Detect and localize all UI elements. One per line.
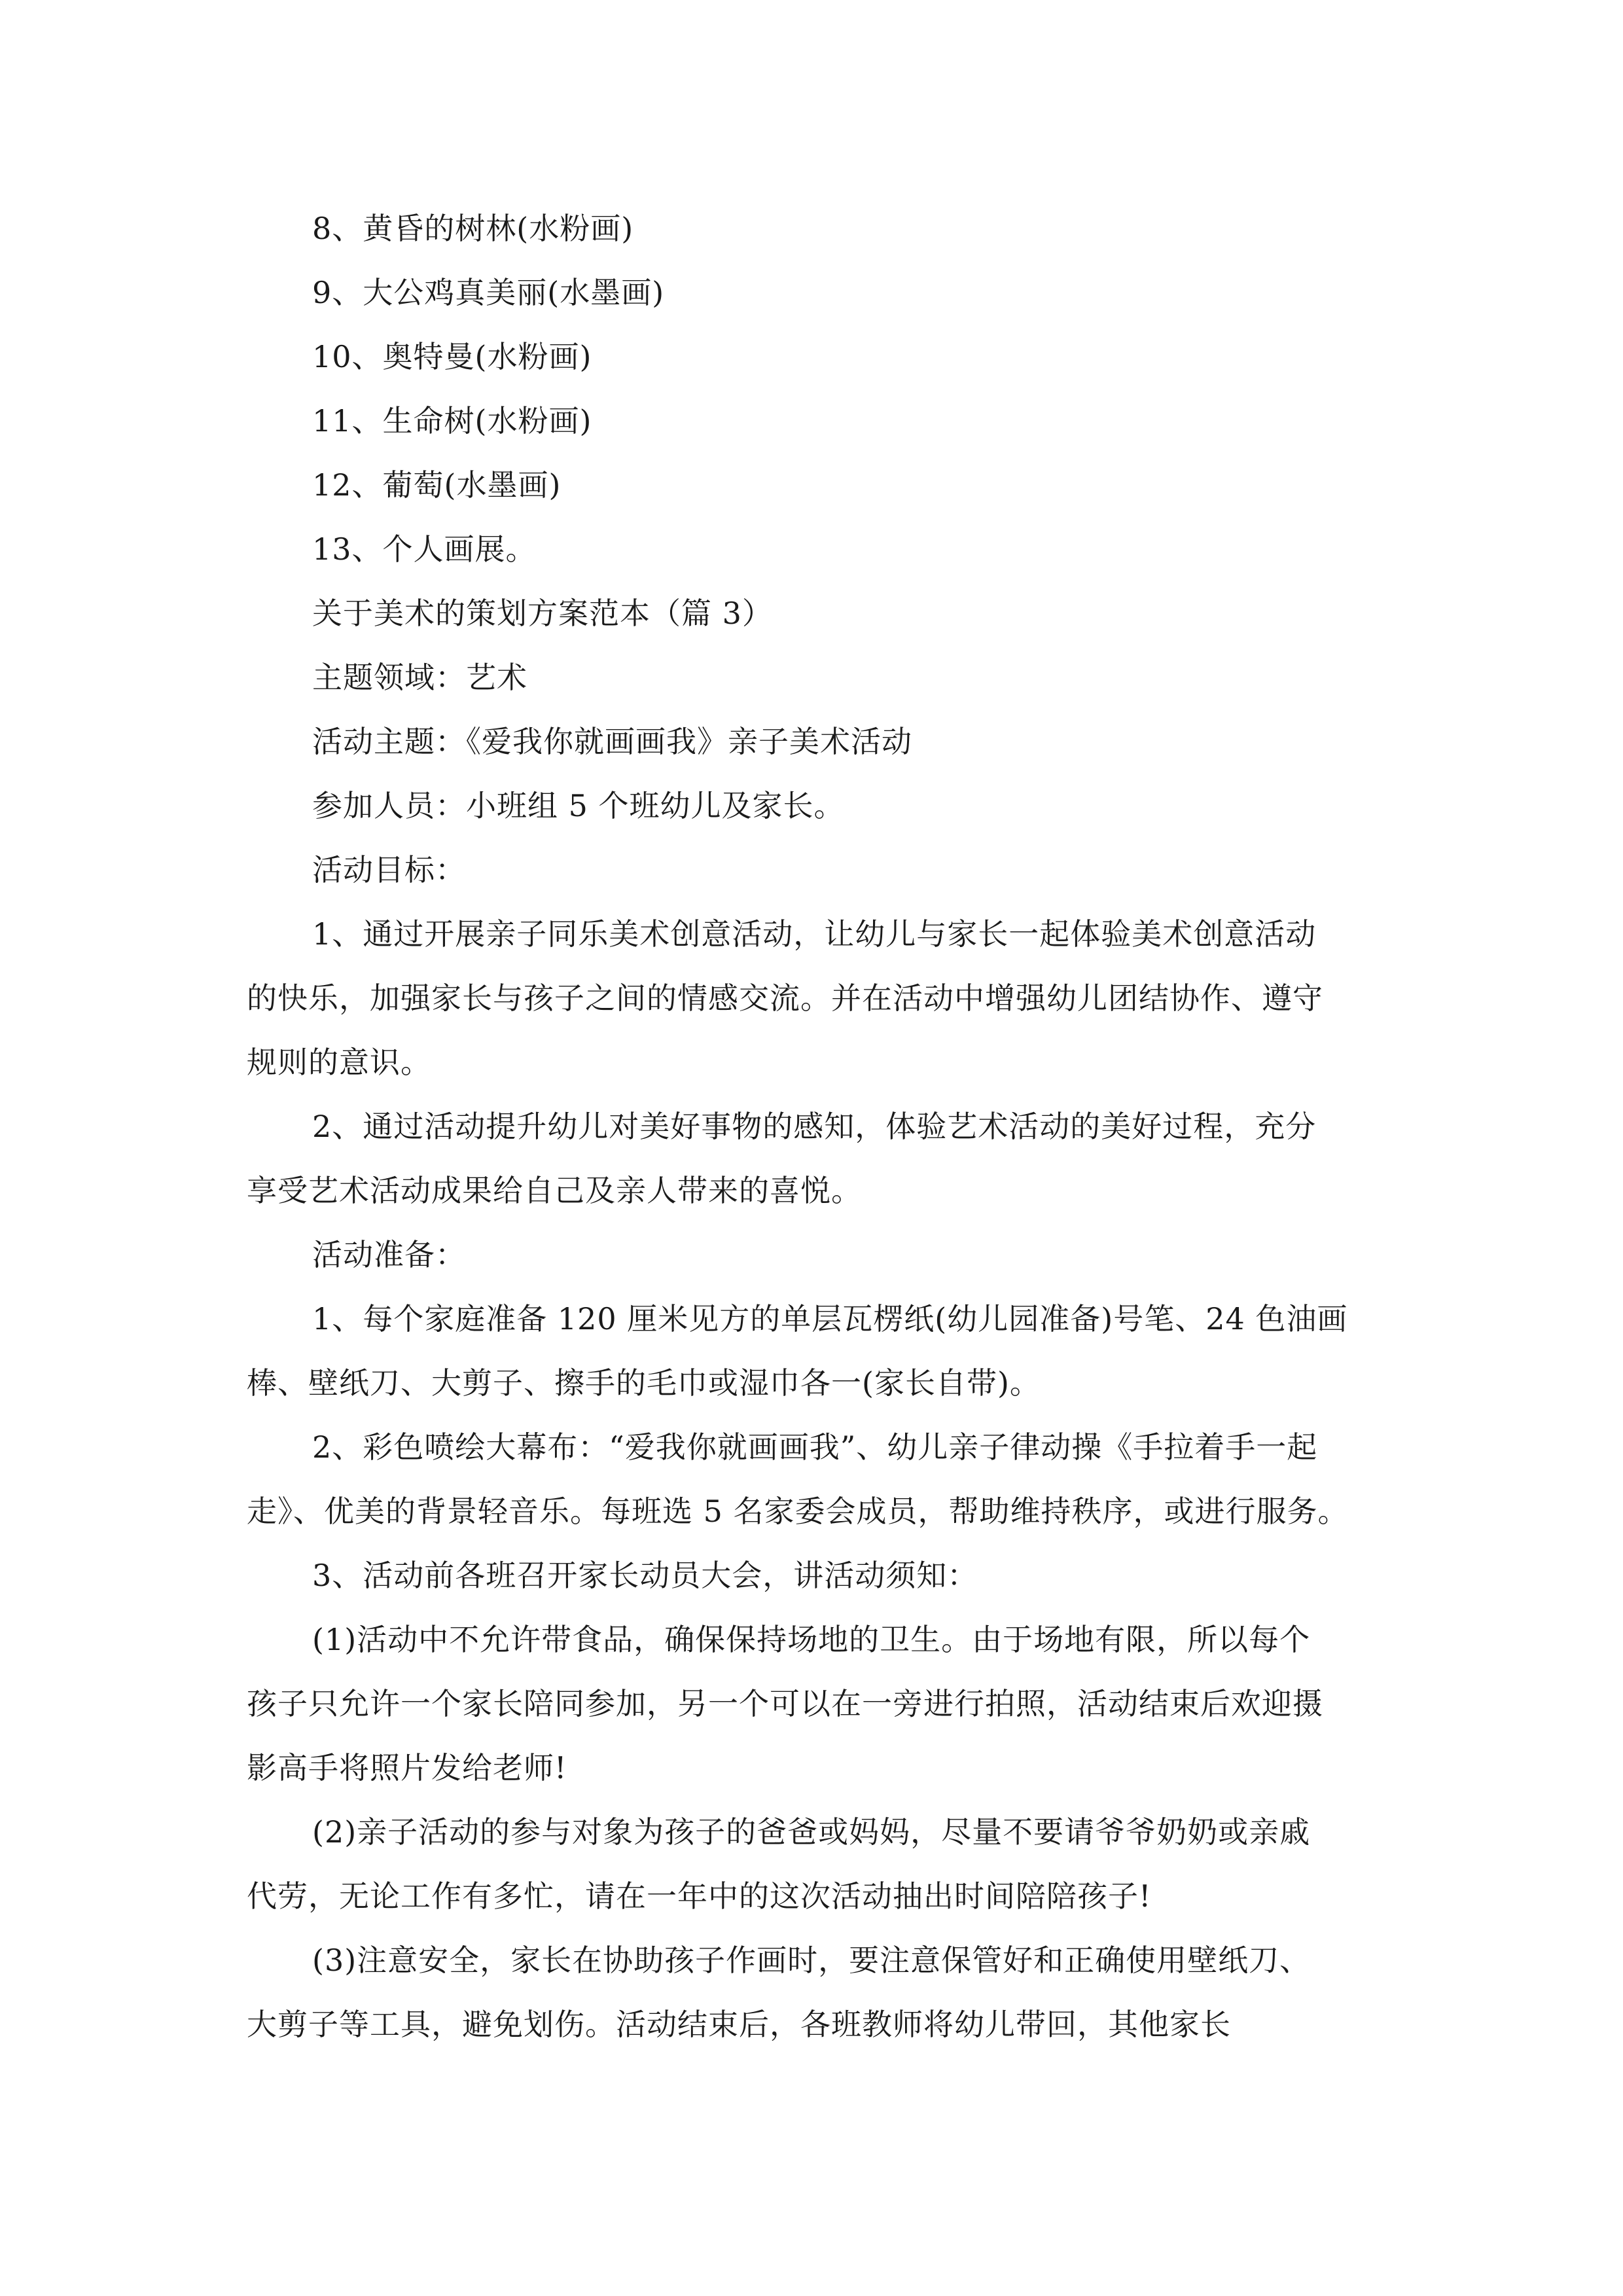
notice-3-line-1: (3)注意安全，家长在协助孩子作画时，要注意保管好和正确使用壁纸刀、 <box>312 1943 1311 1978</box>
list-item-10: 10、奥特曼(水粉画) <box>312 339 592 374</box>
prep-2-line-1: 2、彩色喷绘大幕布：“爱我你就画画我”、幼儿亲子律动操《手拉着手一起 <box>312 1429 1318 1465</box>
notice-1-line-3: 影高手将照片发给老师! <box>247 1750 567 1785</box>
goal-1-line-3: 规则的意识。 <box>247 1045 431 1080</box>
goal-2-line-1: 2、通过活动提升幼儿对美好事物的感知，体验艺术活动的美好过程，充分 <box>312 1109 1317 1144</box>
goal-1-line-2: 的快乐，加强家长与孩子之间的情感交流。并在活动中增强幼儿团结协作、遵守 <box>247 980 1323 1016</box>
list-item-9: 9、大公鸡真美丽(水墨画) <box>312 275 665 310</box>
list-item-12: 12、葡萄(水墨画) <box>312 467 562 503</box>
list-item-13: 13、个人画展。 <box>312 531 537 567</box>
notice-1-line-2: 孩子只允许一个家长陪同参加，另一个可以在一旁进行拍照，活动结束后欢迎摄 <box>247 1686 1323 1721</box>
theme-domain: 主题领域：艺术 <box>312 660 527 695</box>
section-title: 关于美术的策划方案范本（篇 3） <box>312 596 773 631</box>
notice-2-line-2: 代劳，无论工作有多忙，请在一年中的这次活动抽出时间陪陪孩子! <box>247 1878 1152 1914</box>
participants: 参加人员：小班组 5 个班幼儿及家长。 <box>312 788 845 823</box>
list-item-8: 8、黄昏的树林(水粉画) <box>312 211 634 246</box>
notice-1-line-1: (1)活动中不允许带食品，确保保持场地的卫生。由于场地有限，所以每个 <box>312 1622 1311 1657</box>
prep-1-line-1: 1、每个家庭准备 120 厘米见方的单层瓦楞纸(幼儿园准备)号笔、24 色油画 <box>312 1301 1348 1336</box>
goal-1-line-1: 1、通过开展亲子同乐美术创意活动，让幼儿与家长一起体验美术创意活动 <box>312 916 1317 952</box>
goal-2-line-2: 享受艺术活动成果给自己及亲人带来的喜悦。 <box>247 1173 862 1208</box>
prep-1-line-2: 棒、壁纸刀、大剪子、擦手的毛巾或湿巾各一(家长自带)。 <box>247 1365 1041 1401</box>
activity-theme: 活动主题：《爱我你就画画我》亲子美术活动 <box>312 724 912 759</box>
prep-2-line-2: 走》、优美的背景轻音乐。每班选 5 名家委会成员，帮助维持秩序，或进行服务。 <box>247 1494 1349 1529</box>
notice-3-line-2: 大剪子等工具，避免划伤。活动结束后，各班教师将幼儿带回，其他家长 <box>247 2007 1231 2042</box>
prep-3-line-1: 3、活动前各班召开家长动员大会，讲活动须知： <box>312 1558 978 1593</box>
preparation-heading: 活动准备： <box>312 1237 466 1272</box>
list-item-11: 11、生命树(水粉画) <box>312 403 592 439</box>
notice-2-line-1: (2)亲子活动的参与对象为孩子的爸爸或妈妈，尽量不要请爷爷奶奶或亲戚 <box>312 1814 1311 1850</box>
goals-heading: 活动目标： <box>312 852 466 888</box>
